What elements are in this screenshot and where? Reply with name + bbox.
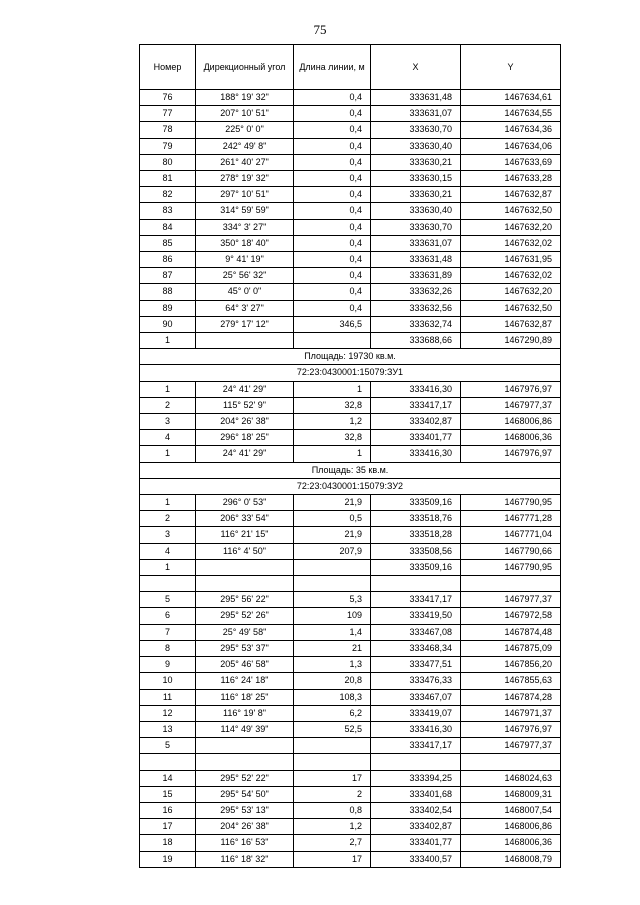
cell-direction-angle: 295° 52' 22" — [196, 770, 294, 786]
cell-direction-angle: 296° 18' 25" — [196, 430, 294, 446]
cell-x: 333631,48 — [371, 252, 461, 268]
cell-y: 1467875,09 — [461, 640, 561, 656]
cell-direction-angle: 24° 41' 29" — [196, 446, 294, 462]
cell-y: 1467634,36 — [461, 122, 561, 138]
cell-direction-angle: 205° 46' 58" — [196, 657, 294, 673]
table-row — [140, 511, 561, 527]
group-label: Площадь: 19730 кв.м. — [140, 349, 561, 365]
cell-y: 1467977,37 — [461, 592, 561, 608]
cell-y: 1467632,20 — [461, 284, 561, 300]
table-row — [140, 802, 561, 818]
cell-line-length: 0,4 — [294, 300, 371, 316]
cell-direction-angle: 64° 3' 27" — [196, 300, 294, 316]
cell-x: 333419,07 — [371, 705, 461, 721]
cell-y: 1467634,06 — [461, 138, 561, 154]
cell-line-length — [294, 333, 371, 349]
table-row — [140, 300, 561, 316]
cell-direction-angle: 206° 33' 54" — [196, 511, 294, 527]
table-row — [140, 559, 561, 575]
cell-x: 333688,66 — [371, 333, 461, 349]
cell-x — [371, 576, 461, 592]
cell-line-length — [294, 738, 371, 754]
table-row — [140, 381, 561, 397]
header-line-length: Длина линии, м — [294, 45, 371, 90]
cell-line-length: 6,2 — [294, 705, 371, 721]
table-row — [140, 819, 561, 835]
table-row — [140, 154, 561, 170]
cell-y: 1467856,20 — [461, 657, 561, 673]
cell-line-length: 32,8 — [294, 430, 371, 446]
cell-x: 333402,87 — [371, 414, 461, 430]
cell-direction-angle: 295° 54' 50" — [196, 786, 294, 802]
cell-y: 1468007,54 — [461, 802, 561, 818]
cell-direction-angle: 114° 49' 39" — [196, 721, 294, 737]
group-row — [140, 462, 561, 478]
cell-line-length: 0,4 — [294, 284, 371, 300]
cell-y: 1467976,97 — [461, 381, 561, 397]
table-row — [140, 770, 561, 786]
table-row — [140, 786, 561, 802]
cell-x: 333476,33 — [371, 673, 461, 689]
cell-x: 333631,89 — [371, 268, 461, 284]
table-row — [140, 543, 561, 559]
cell-direction-angle: 188° 19' 32" — [196, 90, 294, 106]
cell-direction-angle: 295° 53' 13" — [196, 802, 294, 818]
table-row — [140, 721, 561, 737]
cell-direction-angle: 25° 56' 32" — [196, 268, 294, 284]
cell-line-length: 0,4 — [294, 187, 371, 203]
table-row — [140, 268, 561, 284]
cell-number: 18 — [140, 835, 196, 851]
cell-line-length: 0,4 — [294, 138, 371, 154]
cell-x: 333630,70 — [371, 122, 461, 138]
table-row — [140, 171, 561, 187]
cell-direction-angle: 204° 26' 38" — [196, 819, 294, 835]
cell-direction-angle: 261° 40' 27" — [196, 154, 294, 170]
cell-number: 19 — [140, 851, 196, 867]
cell-x: 333402,54 — [371, 802, 461, 818]
cell-x: 333630,40 — [371, 203, 461, 219]
cell-number: 3 — [140, 527, 196, 543]
cell-line-length: 21,9 — [294, 495, 371, 511]
cell-line-length: 109 — [294, 608, 371, 624]
table-row — [140, 203, 561, 219]
cell-y: 1468009,31 — [461, 786, 561, 802]
cell-line-length: 1,2 — [294, 414, 371, 430]
cell-y: 1467632,87 — [461, 187, 561, 203]
cell-line-length: 1 — [294, 446, 371, 462]
cell-number: 78 — [140, 122, 196, 138]
table-body — [140, 90, 561, 868]
cell-x: 333394,25 — [371, 770, 461, 786]
cell-number: 10 — [140, 673, 196, 689]
table-row — [140, 835, 561, 851]
cell-direction-angle — [196, 754, 294, 770]
table-row — [140, 689, 561, 705]
cell-x: 333632,74 — [371, 316, 461, 332]
table-row — [140, 333, 561, 349]
cell-y: 1467790,95 — [461, 495, 561, 511]
cell-number: 2 — [140, 511, 196, 527]
cell-y: 1467634,55 — [461, 106, 561, 122]
cell-y: 1467971,37 — [461, 705, 561, 721]
cell-number: 11 — [140, 689, 196, 705]
cell-x: 333400,57 — [371, 851, 461, 867]
cell-number: 17 — [140, 819, 196, 835]
table-row — [140, 446, 561, 462]
table-row — [140, 219, 561, 235]
cell-y: 1468006,86 — [461, 819, 561, 835]
cell-number: 1 — [140, 495, 196, 511]
cell-line-length: 0,4 — [294, 268, 371, 284]
cell-x: 333416,30 — [371, 721, 461, 737]
cell-x: 333417,17 — [371, 738, 461, 754]
cell-y: 1467790,66 — [461, 543, 561, 559]
table-row — [140, 397, 561, 413]
cell-number: 1 — [140, 446, 196, 462]
table-row — [140, 430, 561, 446]
table-row — [140, 738, 561, 754]
cell-x: 333416,30 — [371, 381, 461, 397]
cell-number: 85 — [140, 235, 196, 251]
cell-y: 1468024,63 — [461, 770, 561, 786]
cell-y — [461, 576, 561, 592]
cell-number: 6 — [140, 608, 196, 624]
cell-x: 333632,26 — [371, 284, 461, 300]
cell-y: 1467874,48 — [461, 624, 561, 640]
cell-number — [140, 576, 196, 592]
cell-direction-angle: 296° 0' 53" — [196, 495, 294, 511]
table-row — [140, 608, 561, 624]
cell-number: 13 — [140, 721, 196, 737]
cell-direction-angle: 295° 53' 37" — [196, 640, 294, 656]
cell-line-length: 0,4 — [294, 154, 371, 170]
cell-number: 3 — [140, 414, 196, 430]
cell-number: 12 — [140, 705, 196, 721]
cell-direction-angle: 116° 19' 8" — [196, 705, 294, 721]
cell-direction-angle: 225° 0' 0" — [196, 122, 294, 138]
coordinates-table — [139, 44, 561, 868]
cell-line-length: 21,9 — [294, 527, 371, 543]
cell-x: 333417,17 — [371, 592, 461, 608]
table-row — [140, 851, 561, 867]
cell-direction-angle: 116° 18' 32" — [196, 851, 294, 867]
cell-line-length: 2,7 — [294, 835, 371, 851]
cell-number: 88 — [140, 284, 196, 300]
cell-x: 333467,07 — [371, 689, 461, 705]
cell-y: 1468008,79 — [461, 851, 561, 867]
cell-y: 1467632,02 — [461, 268, 561, 284]
cell-y: 1467632,20 — [461, 219, 561, 235]
cell-number: 2 — [140, 397, 196, 413]
cell-direction-angle: 45° 0' 0" — [196, 284, 294, 300]
table-row — [140, 657, 561, 673]
cell-line-length: 0,4 — [294, 171, 371, 187]
cell-x: 333508,56 — [371, 543, 461, 559]
cell-direction-angle: 115° 52' 9" — [196, 397, 294, 413]
cell-y — [461, 754, 561, 770]
cell-number: 8 — [140, 640, 196, 656]
cell-line-length: 20,8 — [294, 673, 371, 689]
cell-line-length: 0,4 — [294, 252, 371, 268]
cell-line-length: 1 — [294, 381, 371, 397]
cell-number: 1 — [140, 559, 196, 575]
cell-direction-angle — [196, 738, 294, 754]
cell-direction-angle: 204° 26' 38" — [196, 414, 294, 430]
cell-direction-angle: 207° 10' 51" — [196, 106, 294, 122]
table-row — [140, 640, 561, 656]
cell-y: 1467290,89 — [461, 333, 561, 349]
table-row — [140, 284, 561, 300]
group-label: 72:23:0430001:15079:ЗУ1 — [140, 365, 561, 381]
cell-number: 79 — [140, 138, 196, 154]
cell-x: 333509,16 — [371, 559, 461, 575]
table-row — [140, 187, 561, 203]
cell-y: 1467633,28 — [461, 171, 561, 187]
cell-line-length: 52,5 — [294, 721, 371, 737]
table-row — [140, 527, 561, 543]
cell-y: 1467977,37 — [461, 738, 561, 754]
cell-line-length — [294, 559, 371, 575]
group-label: 72:23:0430001:15079:ЗУ2 — [140, 478, 561, 494]
cell-number: 5 — [140, 592, 196, 608]
cell-number: 77 — [140, 106, 196, 122]
cell-number: 76 — [140, 90, 196, 106]
cell-direction-angle: 314° 59' 59" — [196, 203, 294, 219]
cell-y: 1468006,36 — [461, 430, 561, 446]
cell-y: 1467632,50 — [461, 300, 561, 316]
table-row — [140, 754, 561, 770]
header-direction-angle: Дирекционный угол — [196, 45, 294, 90]
cell-x: 333631,07 — [371, 235, 461, 251]
cell-y: 1468006,36 — [461, 835, 561, 851]
cell-y: 1467976,97 — [461, 721, 561, 737]
cell-x: 333477,51 — [371, 657, 461, 673]
cell-line-length: 0,4 — [294, 122, 371, 138]
cell-number: 1 — [140, 333, 196, 349]
cell-direction-angle: 295° 52' 26" — [196, 608, 294, 624]
cell-number: 86 — [140, 252, 196, 268]
cell-line-length: 0,4 — [294, 90, 371, 106]
cell-line-length — [294, 754, 371, 770]
group-row — [140, 349, 561, 365]
cell-y: 1467977,37 — [461, 397, 561, 413]
cell-direction-angle: 350° 18' 40" — [196, 235, 294, 251]
cell-y: 1467972,58 — [461, 608, 561, 624]
cell-x: 333630,40 — [371, 138, 461, 154]
cell-number: 89 — [140, 300, 196, 316]
cell-line-length: 5,3 — [294, 592, 371, 608]
cell-x: 333518,28 — [371, 527, 461, 543]
cell-direction-angle: 116° 16' 53" — [196, 835, 294, 851]
cell-x — [371, 754, 461, 770]
page-number: 75 — [313, 22, 327, 37]
table-row — [140, 576, 561, 592]
cell-x: 333402,87 — [371, 819, 461, 835]
cell-y: 1467790,95 — [461, 559, 561, 575]
cell-direction-angle: 278° 19' 32" — [196, 171, 294, 187]
cell-number: 4 — [140, 543, 196, 559]
cell-direction-angle: 25° 49' 58" — [196, 624, 294, 640]
cell-x: 333401,77 — [371, 835, 461, 851]
cell-line-length: 17 — [294, 770, 371, 786]
cell-line-length: 1,2 — [294, 819, 371, 835]
group-row — [140, 365, 561, 381]
table-row — [140, 592, 561, 608]
cell-line-length: 0,8 — [294, 802, 371, 818]
cell-x: 333631,48 — [371, 90, 461, 106]
cell-number: 5 — [140, 738, 196, 754]
cell-line-length: 207,9 — [294, 543, 371, 559]
table-header-row — [140, 45, 561, 90]
table-row — [140, 624, 561, 640]
cell-x: 333630,21 — [371, 154, 461, 170]
table-row — [140, 414, 561, 430]
cell-y: 1468006,86 — [461, 414, 561, 430]
cell-direction-angle — [196, 559, 294, 575]
cell-number: 82 — [140, 187, 196, 203]
cell-y: 1467632,02 — [461, 235, 561, 251]
cell-x: 333630,70 — [371, 219, 461, 235]
cell-x: 333416,30 — [371, 446, 461, 462]
cell-number — [140, 754, 196, 770]
group-row — [140, 478, 561, 494]
header-y: Y — [461, 45, 561, 90]
cell-line-length: 2 — [294, 786, 371, 802]
table-row — [140, 106, 561, 122]
table-row — [140, 316, 561, 332]
cell-x: 333630,21 — [371, 187, 461, 203]
cell-direction-angle: 295° 56' 22" — [196, 592, 294, 608]
cell-direction-angle: 297° 10' 51" — [196, 187, 294, 203]
cell-line-length: 346,5 — [294, 316, 371, 332]
cell-direction-angle: 279° 17' 12" — [196, 316, 294, 332]
table-row — [140, 122, 561, 138]
cell-y: 1467874,28 — [461, 689, 561, 705]
header-number: Номер — [140, 45, 196, 90]
cell-number: 16 — [140, 802, 196, 818]
table-row — [140, 673, 561, 689]
cell-direction-angle: 24° 41' 29" — [196, 381, 294, 397]
cell-y: 1467771,04 — [461, 527, 561, 543]
cell-direction-angle: 116° 18' 25" — [196, 689, 294, 705]
cell-x: 333401,77 — [371, 430, 461, 446]
header-x: X — [371, 45, 461, 90]
cell-number: 14 — [140, 770, 196, 786]
cell-x: 333631,07 — [371, 106, 461, 122]
cell-direction-angle: 116° 4' 50" — [196, 543, 294, 559]
cell-x: 333468,34 — [371, 640, 461, 656]
cell-number: 7 — [140, 624, 196, 640]
cell-line-length: 108,3 — [294, 689, 371, 705]
cell-x: 333419,50 — [371, 608, 461, 624]
cell-y: 1467855,63 — [461, 673, 561, 689]
cell-x: 333632,56 — [371, 300, 461, 316]
cell-line-length — [294, 576, 371, 592]
cell-y: 1467976,97 — [461, 446, 561, 462]
cell-direction-angle: 116° 24' 18" — [196, 673, 294, 689]
cell-x: 333417,17 — [371, 397, 461, 413]
cell-line-length: 1,4 — [294, 624, 371, 640]
table-row — [140, 252, 561, 268]
cell-line-length: 0,4 — [294, 235, 371, 251]
cell-direction-angle: 242° 49' 8" — [196, 138, 294, 154]
cell-x: 333467,08 — [371, 624, 461, 640]
cell-y: 1467634,61 — [461, 90, 561, 106]
cell-y: 1467771,28 — [461, 511, 561, 527]
cell-y: 1467632,50 — [461, 203, 561, 219]
cell-x: 333518,76 — [371, 511, 461, 527]
cell-number: 87 — [140, 268, 196, 284]
cell-number: 83 — [140, 203, 196, 219]
cell-x: 333630,15 — [371, 171, 461, 187]
cell-number: 15 — [140, 786, 196, 802]
table-row — [140, 705, 561, 721]
cell-line-length: 32,8 — [294, 397, 371, 413]
cell-direction-angle: 334° 3' 27" — [196, 219, 294, 235]
cell-y: 1467632,87 — [461, 316, 561, 332]
cell-direction-angle: 9° 41' 19" — [196, 252, 294, 268]
table-row — [140, 495, 561, 511]
cell-direction-angle — [196, 333, 294, 349]
cell-line-length: 1,3 — [294, 657, 371, 673]
table-row — [140, 90, 561, 106]
cell-line-length: 0,4 — [294, 203, 371, 219]
cell-y: 1467631,95 — [461, 252, 561, 268]
cell-number: 81 — [140, 171, 196, 187]
cell-direction-angle — [196, 576, 294, 592]
table-row — [140, 235, 561, 251]
cell-x: 333509,16 — [371, 495, 461, 511]
cell-line-length: 0,4 — [294, 106, 371, 122]
table-row — [140, 138, 561, 154]
cell-line-length: 0,4 — [294, 219, 371, 235]
cell-number: 1 — [140, 381, 196, 397]
group-label: Площадь: 35 кв.м. — [140, 462, 561, 478]
cell-x: 333401,68 — [371, 786, 461, 802]
cell-direction-angle: 116° 21' 15" — [196, 527, 294, 543]
cell-number: 90 — [140, 316, 196, 332]
cell-number: 4 — [140, 430, 196, 446]
cell-number: 80 — [140, 154, 196, 170]
cell-number: 84 — [140, 219, 196, 235]
cell-line-length: 17 — [294, 851, 371, 867]
cell-number: 9 — [140, 657, 196, 673]
cell-line-length: 0,5 — [294, 511, 371, 527]
cell-line-length: 21 — [294, 640, 371, 656]
cell-y: 1467633,69 — [461, 154, 561, 170]
